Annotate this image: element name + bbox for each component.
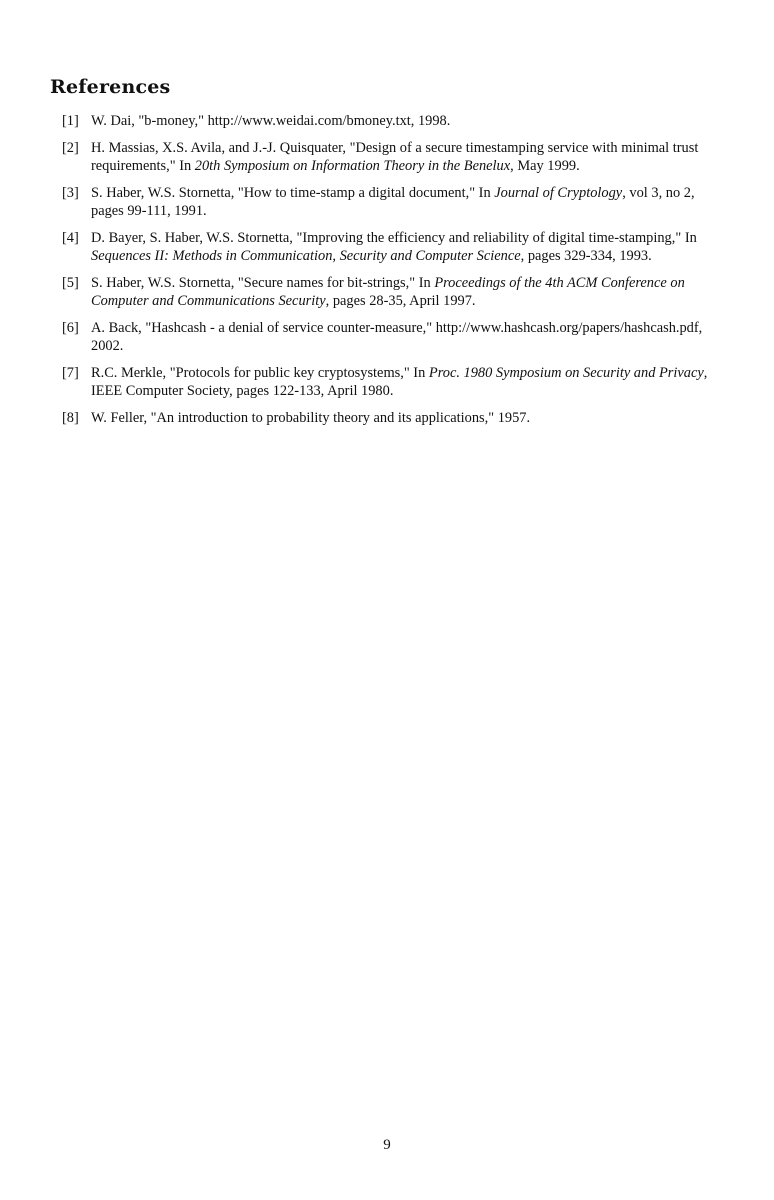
reference-number: [4] xyxy=(62,229,79,246)
reference-text-part: D. Bayer, S. Haber, W.S. Stornetta, "Improving the efficiency and reliability of digital time-stamping," In xyxy=(91,229,697,246)
reference-item xyxy=(62,139,722,176)
reference-text-part: S. Haber, W.S. Stornetta, "How to time-stamp a digital document," In xyxy=(91,184,495,201)
reference-number: [2] xyxy=(62,139,79,156)
reference-venue: Sequences II: Methods in Communication, Security and Computer Science xyxy=(91,248,521,264)
reference-text xyxy=(91,365,707,400)
reference-text-part: , IEEE Computer Society, pages 122-133, April 1980. xyxy=(91,364,708,399)
reference-text xyxy=(91,113,450,129)
reference-number: [6] xyxy=(62,319,79,336)
reference-number: [5] xyxy=(62,274,79,291)
reference-text-part: , pages 28-35, April 1997. xyxy=(325,293,476,309)
reference-text-part: S. Haber, W.S. Stornetta, "Secure names for bit-strings," In xyxy=(91,274,435,291)
reference-text-part: R.C. Merkle, "Protocols for public key cryptosystems," In xyxy=(91,364,429,381)
section-heading: References xyxy=(50,76,171,98)
reference-text-part: W. Dai, "b-money," http://www.weidai.com/bmoney.txt, 1998. xyxy=(91,113,451,129)
reference-text-part: , May 1999. xyxy=(510,158,580,174)
reference-text-part: W. Feller, "An introduction to probability theory and its applications," 1957. xyxy=(91,409,531,426)
reference-text xyxy=(91,275,685,310)
reference-number: [1] xyxy=(62,113,79,129)
reference-text-part: , vol 3, no 2, pages 99-111, 1991. xyxy=(91,184,695,219)
reference-text-part: H. Massias, X.S. Avila, and J.-J. Quisquater, "Design of a secure timestamping service with minimal trust requirements," In xyxy=(91,139,699,174)
reference-number: [7] xyxy=(62,364,79,381)
reference-venue: Proc. 1980 Symposium on Security and Privacy xyxy=(428,364,704,381)
reference-text xyxy=(91,320,702,355)
reference-list xyxy=(62,112,722,435)
reference-item xyxy=(62,229,722,266)
reference-text xyxy=(91,230,697,265)
reference-text-part: , pages 329-334, 1993. xyxy=(520,248,652,264)
reference-item xyxy=(62,409,722,428)
page-number: 9 xyxy=(383,1137,391,1153)
reference-text xyxy=(91,185,695,220)
reference-venue: 20th Symposium on Information Theory in the Benelux xyxy=(194,158,511,174)
reference-item xyxy=(62,184,722,221)
reference-number: [8] xyxy=(62,409,79,426)
reference-number: [3] xyxy=(62,184,79,201)
reference-text xyxy=(91,410,530,426)
reference-venue: Proceedings of the 4th ACM Conference on Computer and Communications Security xyxy=(91,274,685,309)
reference-text xyxy=(91,140,698,175)
reference-text-part: A. Back, "Hashcash - a denial of service counter-measure," http://www.hashcash.org/papers/hashcash.pdf, 2002. xyxy=(91,319,703,354)
reference-item xyxy=(62,364,722,401)
reference-venue: Journal of Cryptology xyxy=(494,184,623,201)
reference-item xyxy=(62,274,722,311)
reference-item xyxy=(62,319,722,356)
reference-item xyxy=(62,112,722,131)
